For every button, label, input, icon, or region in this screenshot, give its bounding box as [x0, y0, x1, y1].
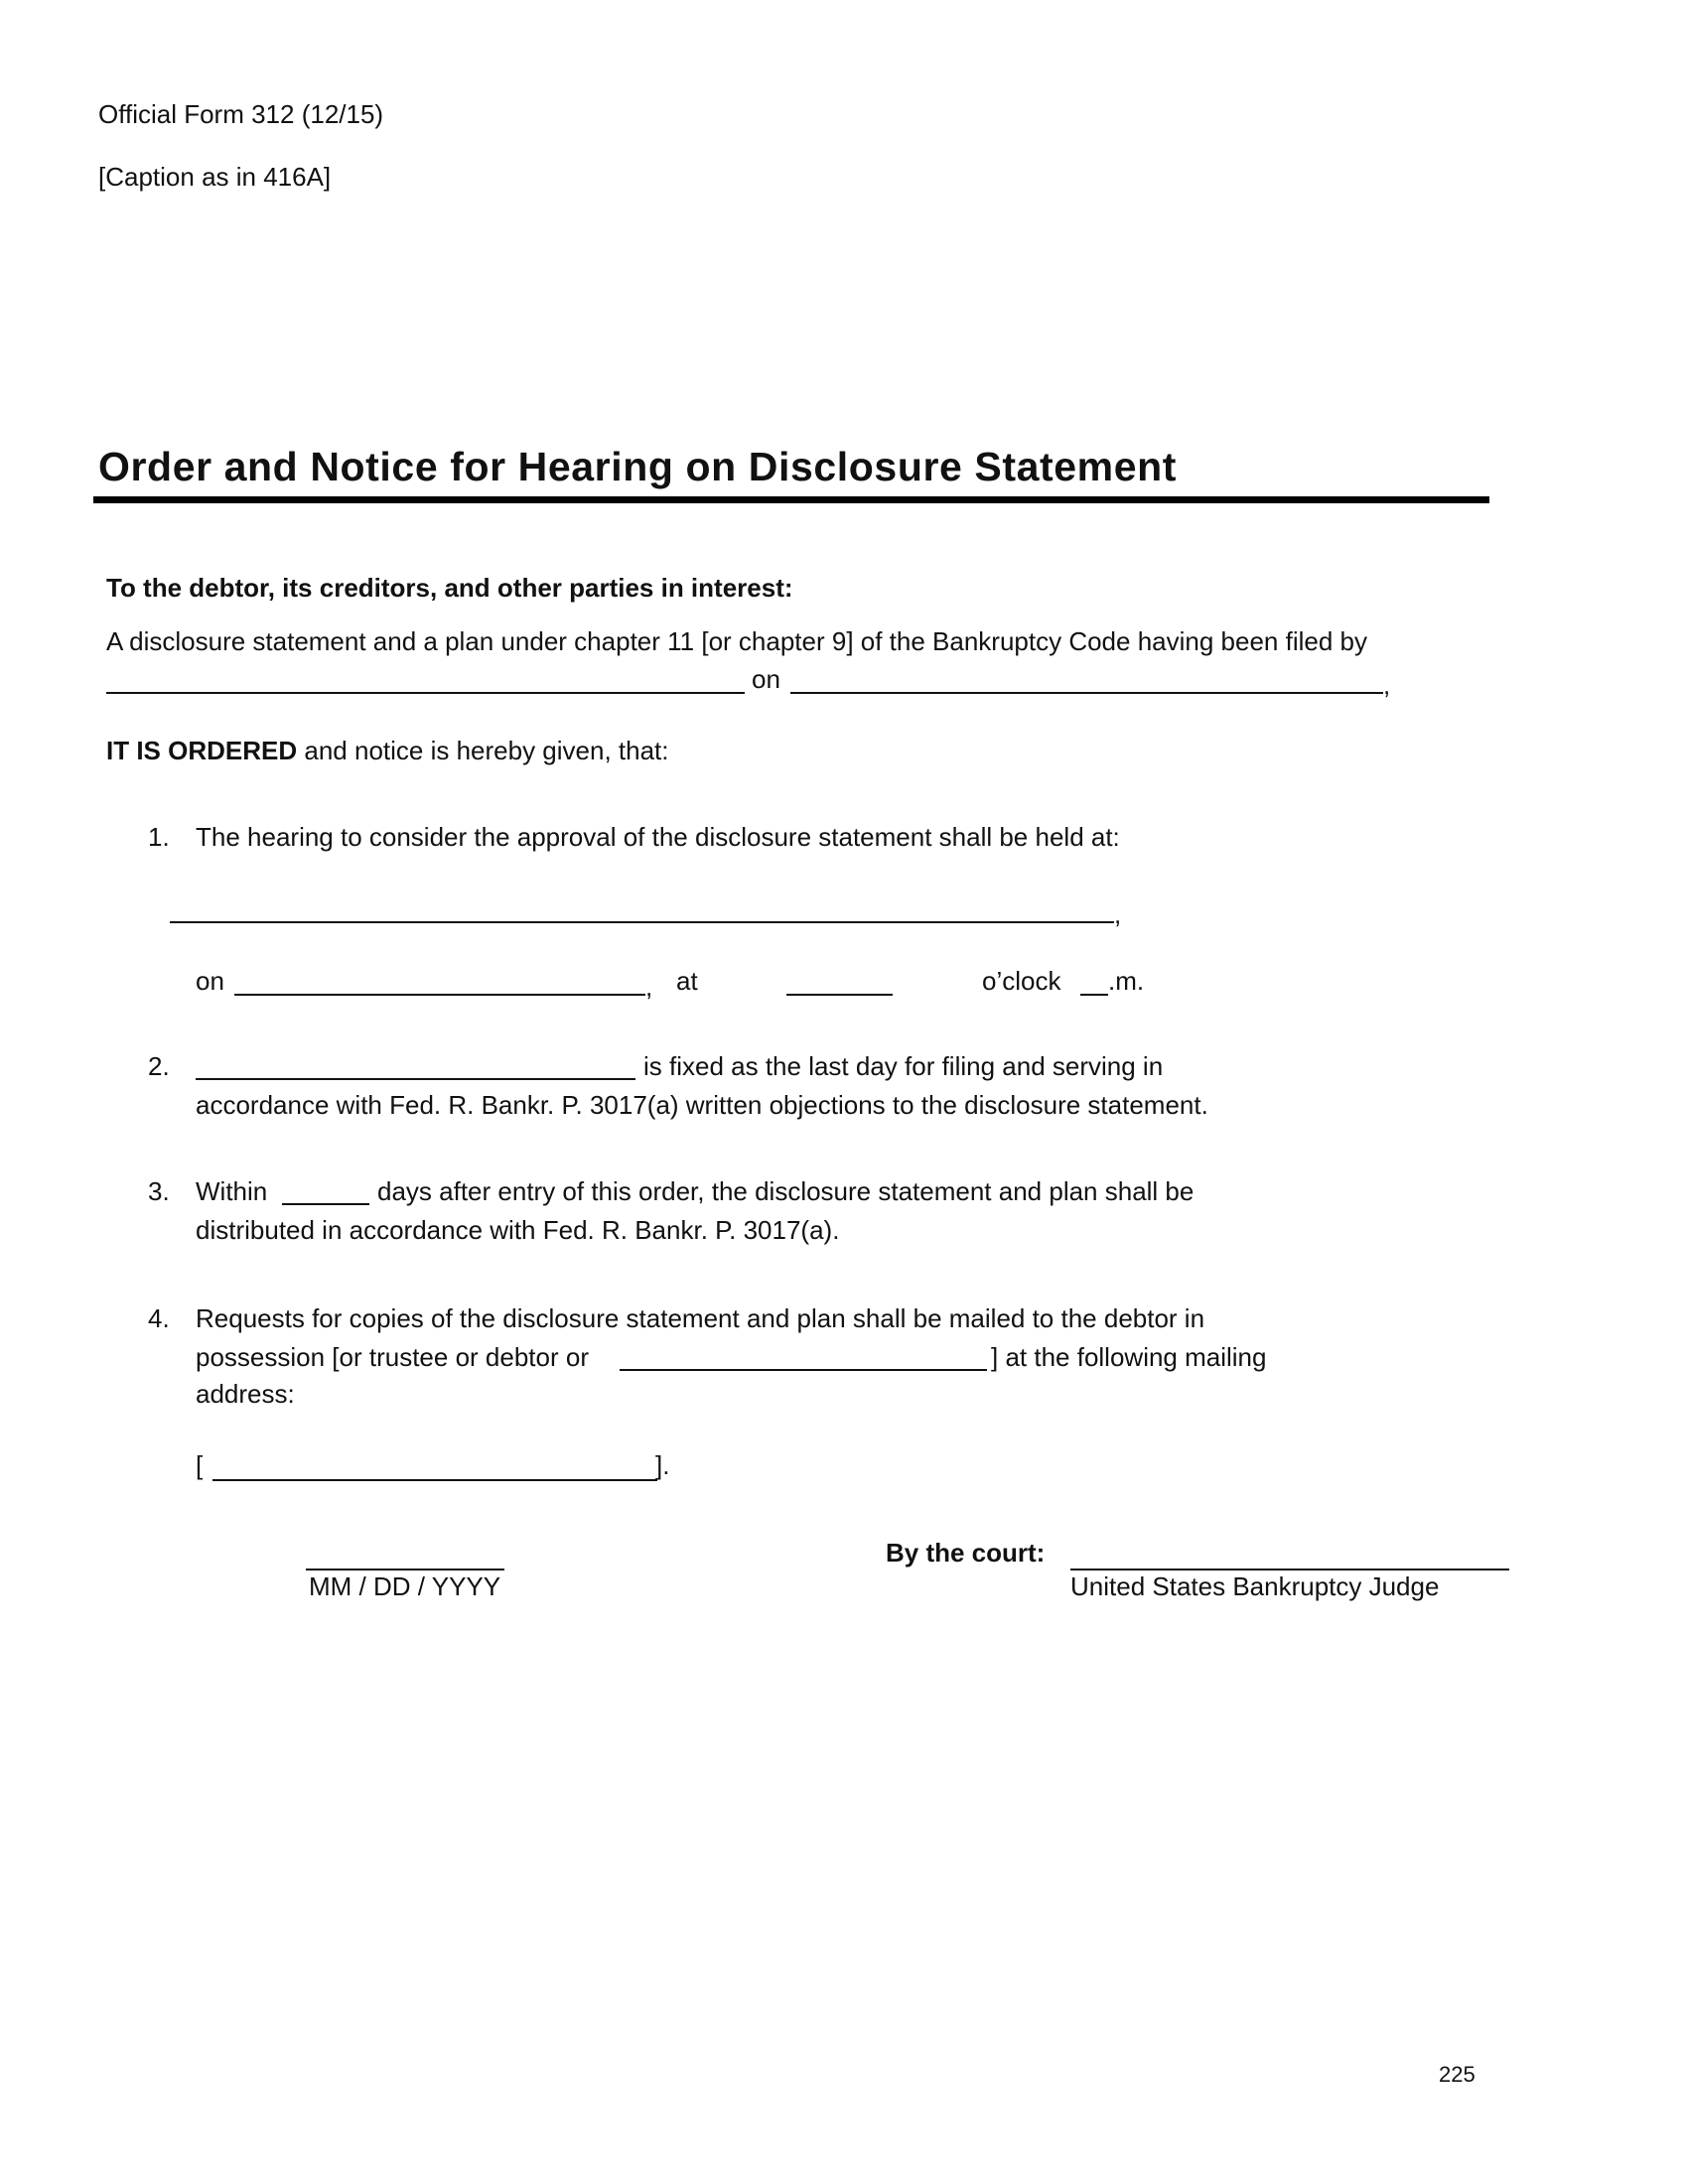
item-3-number: 3.	[148, 1176, 170, 1206]
item-1-m: .m.	[1108, 966, 1145, 996]
hearing-location-blank[interactable]	[170, 921, 1114, 923]
item-4-line-2b: ] at the following mailing	[991, 1342, 1267, 1372]
judge-label: United States Bankruptcy Judge	[1070, 1571, 1440, 1601]
item-1-oclock: o’clock	[982, 966, 1061, 996]
item-2-line-2: accordance with Fed. R. Bankr. P. 3017(a) written objections to the disclosure statement.	[196, 1090, 1208, 1120]
intro-comma: ,	[1383, 670, 1391, 700]
caption-note: [Caption as in 416A]	[98, 162, 332, 192]
objection-deadline-blank[interactable]	[196, 1078, 635, 1080]
item-4-number: 4.	[148, 1303, 170, 1333]
filed-date-blank[interactable]	[790, 692, 1383, 694]
days-blank[interactable]	[282, 1203, 369, 1205]
ordered-rest: and notice is hereby given, that:	[304, 736, 669, 765]
address-bracket-open: [	[196, 1450, 204, 1480]
title-rule	[93, 496, 1489, 503]
item-3-line-1: days after entry of this order, the disclosure statement and plan shall be	[377, 1176, 1195, 1206]
item-3-within: Within	[196, 1176, 268, 1206]
filed-by-blank[interactable]	[106, 692, 745, 694]
ordered-line	[106, 735, 669, 766]
salutation: To the debtor, its creditors, and other parties in interest:	[106, 573, 793, 603]
date-label: MM / DD / YYYY	[309, 1571, 501, 1601]
form-id: Official Form 312 (12/15)	[98, 99, 384, 129]
ordered-bold: IT IS ORDERED	[106, 736, 298, 765]
item-1-number: 1.	[148, 822, 170, 852]
intro-text: A disclosure statement and a plan under chapter 11 [or chapter 9] of the Bankruptcy Code having been filed by	[106, 626, 1367, 656]
am-pm-blank[interactable]	[1080, 994, 1108, 996]
item-2-number: 2.	[148, 1051, 170, 1081]
item-4-line-3: address:	[196, 1379, 295, 1409]
intro-on: on	[752, 664, 780, 694]
by-the-court-label: By the court:	[886, 1538, 1046, 1568]
hearing-date-blank[interactable]	[234, 994, 645, 996]
page-number: 225	[1439, 2062, 1476, 2087]
item-1-at: at	[676, 966, 698, 996]
item-4-line-1: Requests for copies of the disclosure statement and plan shall be mailed to the debtor in	[196, 1303, 1205, 1333]
mailing-address-blank[interactable]	[212, 1479, 657, 1481]
item-1-on: on	[196, 966, 224, 996]
item-3-line-2: distributed in accordance with Fed. R. Bankr. P. 3017(a).	[196, 1215, 840, 1245]
other-party-blank[interactable]	[620, 1369, 987, 1371]
page-title: Order and Notice for Hearing on Disclosure Statement	[98, 444, 1178, 489]
item-4-line-2a: possession [or trustee or debtor or	[196, 1342, 589, 1372]
item-1-comma: ,	[1114, 899, 1122, 929]
item-2-line-1: is fixed as the last day for filing and serving in	[643, 1051, 1164, 1081]
item-1-text: The hearing to consider the approval of the disclosure statement shall be held at:	[196, 822, 1120, 852]
hearing-time-blank[interactable]	[786, 994, 893, 996]
item-1-comma-2: ,	[645, 972, 653, 1002]
address-bracket-close: ].	[655, 1450, 670, 1480]
